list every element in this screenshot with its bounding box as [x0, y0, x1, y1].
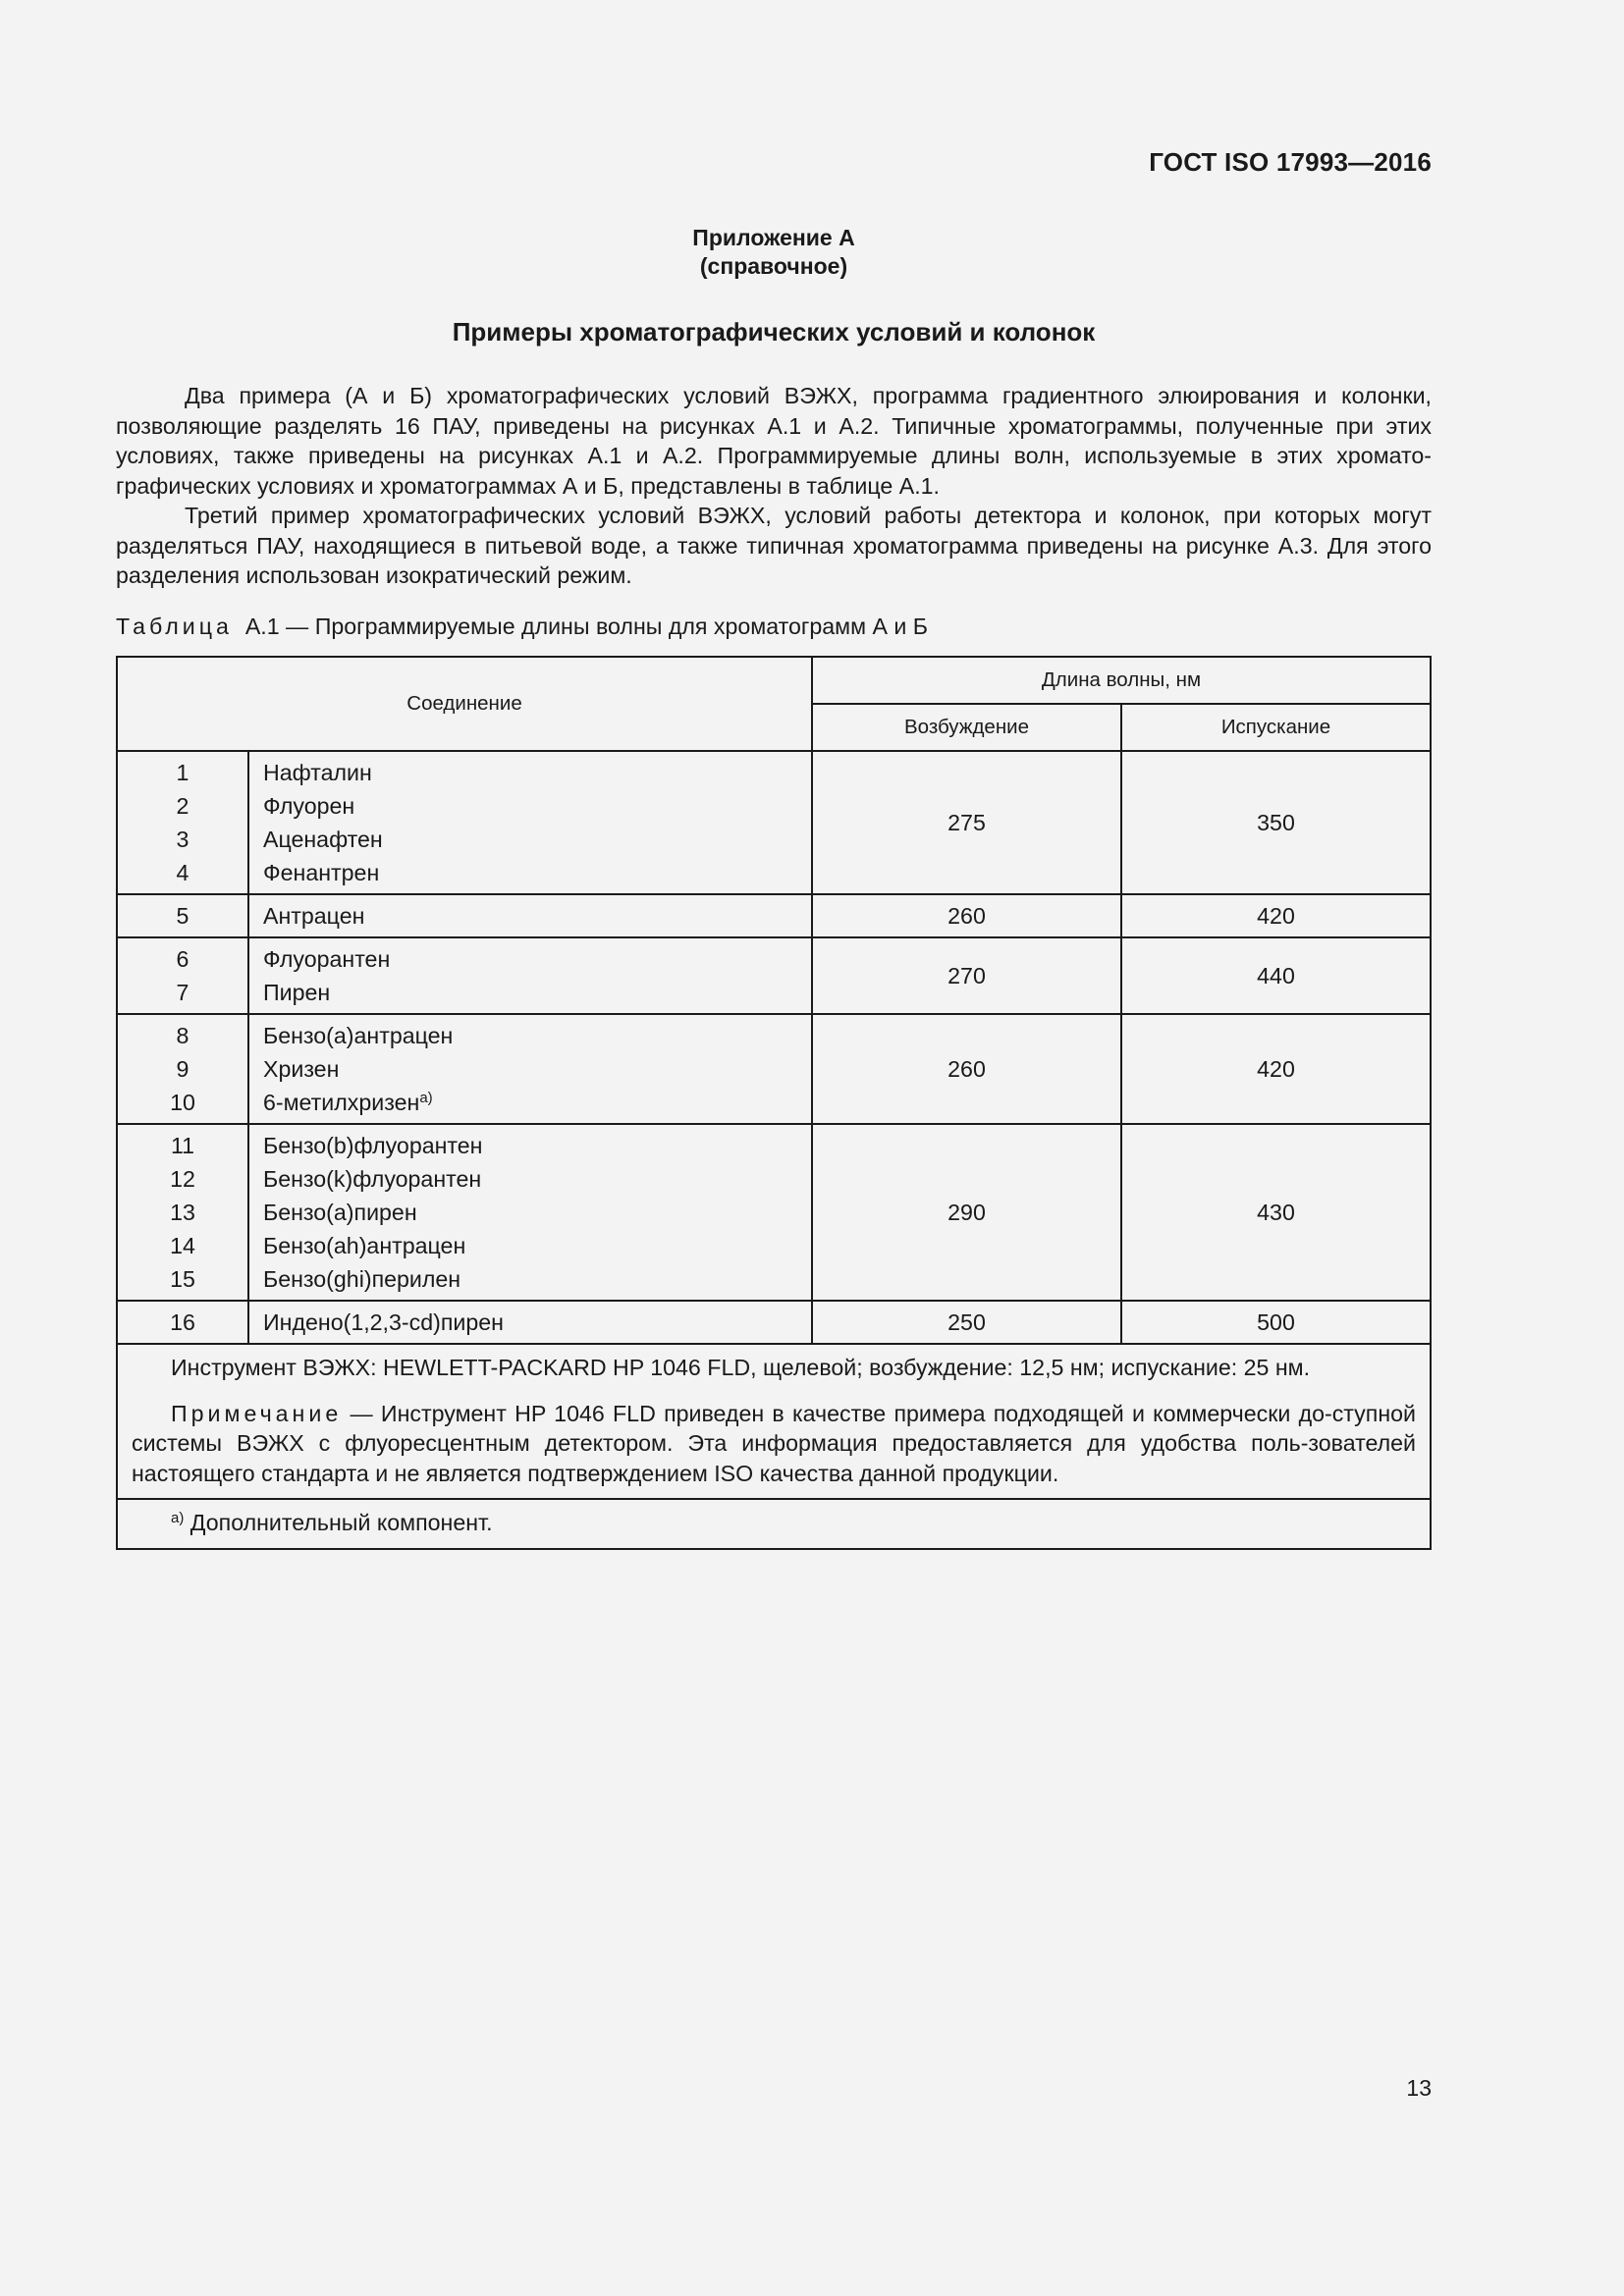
table-row — [117, 1124, 1431, 1301]
paragraph: Два примера (А и Б) хроматографических условий ВЭЖХ, программа градиентного элюирования и колонки, позволяющие разделять 16 ПАУ, приведены на рисунках А.1 и А.2. Типичные хроматограммы, полученные при этих условиях, также приведены на рисунках А.1 и А.2. Программируемые длины волн, используемые в этих хромато-графических условиях и хроматограммах А и Б, представлены в таблице А.1. — [116, 383, 1432, 499]
annex-title: Приложение А — [692, 225, 855, 250]
compound-numbers: 11 12 13 14 15 — [117, 1124, 248, 1301]
wavelength-table — [116, 656, 1432, 1550]
emission-value: 430 — [1121, 1124, 1431, 1301]
compound-names: Антрацен — [248, 894, 812, 937]
compound-numbers: 5 — [117, 894, 248, 937]
page-number: 13 — [1406, 2075, 1432, 2101]
excitation-value: 260 — [812, 894, 1121, 937]
compound-names: Флуорантен Пирен — [248, 937, 812, 1014]
emission-value: 420 — [1121, 1014, 1431, 1124]
table-row — [117, 751, 1431, 894]
footnote-mark: a) — [171, 1510, 185, 1526]
compound-names: Индено(1,2,3-cd)пирен — [248, 1301, 812, 1344]
table-remark: Примечание — Инструмент HP 1046 FLD приведен в качестве примера подходящей и коммерчески до-ступной системы ВЭЖХ с флуоресцентным детектором. Эта информация предоставляется для удобства поль-зователей настоящего стандарта и не является подтверждением ISO качества данной продукции. — [132, 1400, 1416, 1486]
table-row — [117, 937, 1431, 1014]
header-wavelength: Длина волны, нм — [812, 657, 1431, 704]
footnote-mark: a) — [419, 1090, 433, 1106]
emission-value: 440 — [1121, 937, 1431, 1014]
excitation-value: 270 — [812, 937, 1121, 1014]
compound-numbers: 6 7 — [117, 937, 248, 1014]
header-excitation: Возбуждение — [812, 704, 1121, 751]
instrument-note: Инструмент ВЭЖХ: HEWLETT-PACKARD HP 1046 FLD, щелевой; возбуждение: 12,5 нм; испускание: 25 нм. — [171, 1355, 1311, 1380]
table-row — [117, 1301, 1431, 1344]
compound-names: Нафталин Флуорен Аценафтен Фенантрен — [248, 751, 812, 894]
table-footnote: $^{a)}$ Дополнительный компонент. — [117, 1499, 1431, 1549]
compound-numbers: 16 — [117, 1301, 248, 1344]
table-row — [117, 1014, 1431, 1124]
excitation-value: 275 — [812, 751, 1121, 894]
annex-subtitle: (справочное) — [699, 253, 848, 279]
table-caption-text: А.1 — Программируемые длины волны для хроматограмм А и Б — [244, 614, 928, 639]
emission-value: 350 — [1121, 751, 1431, 894]
compound-names: Бензо(b)флуорантен Бензо(k)флуорантен Бензо(а)пирен Бензо(ah)антрацен Бензо(ghi)перилен — [248, 1124, 812, 1301]
standard-designation: ГОСТ ISO 17993—2016 — [1149, 147, 1432, 177]
header-compound: Соединение — [117, 657, 812, 751]
paragraph: Третий пример хроматографических условий ВЭЖХ, условий работы детектора и колонок, при которых могут разделяться ПАУ, находящиеся в питьевой воде, а также типичная хроматограмма приведены на рисунке А.3. Для этого разделения использован изократический режим. — [116, 503, 1432, 588]
table-caption-label: Таблица — [116, 614, 233, 639]
table-footnote-row — [117, 1499, 1431, 1549]
table-caption — [116, 614, 928, 640]
emission-value: 420 — [1121, 894, 1431, 937]
table-row — [117, 894, 1431, 937]
excitation-value: 260 — [812, 1014, 1121, 1124]
compound-numbers: 1 2 3 4 — [117, 751, 248, 894]
section-title: Примеры хроматографических условий и колонок — [452, 317, 1096, 347]
emission-value: 500 — [1121, 1301, 1431, 1344]
excitation-value: 290 — [812, 1124, 1121, 1301]
compound-names: Бензо(а)антрацен Хризен 6-метилхризен$^{a)}$ — [248, 1014, 812, 1124]
table-notes-row — [117, 1344, 1431, 1499]
header-emission: Испускание — [1121, 704, 1431, 751]
body-text — [116, 381, 1432, 591]
compound-numbers: 8 9 10 — [117, 1014, 248, 1124]
table-notes — [117, 1344, 1431, 1499]
excitation-value: 250 — [812, 1301, 1121, 1344]
annex-heading — [116, 224, 1432, 281]
